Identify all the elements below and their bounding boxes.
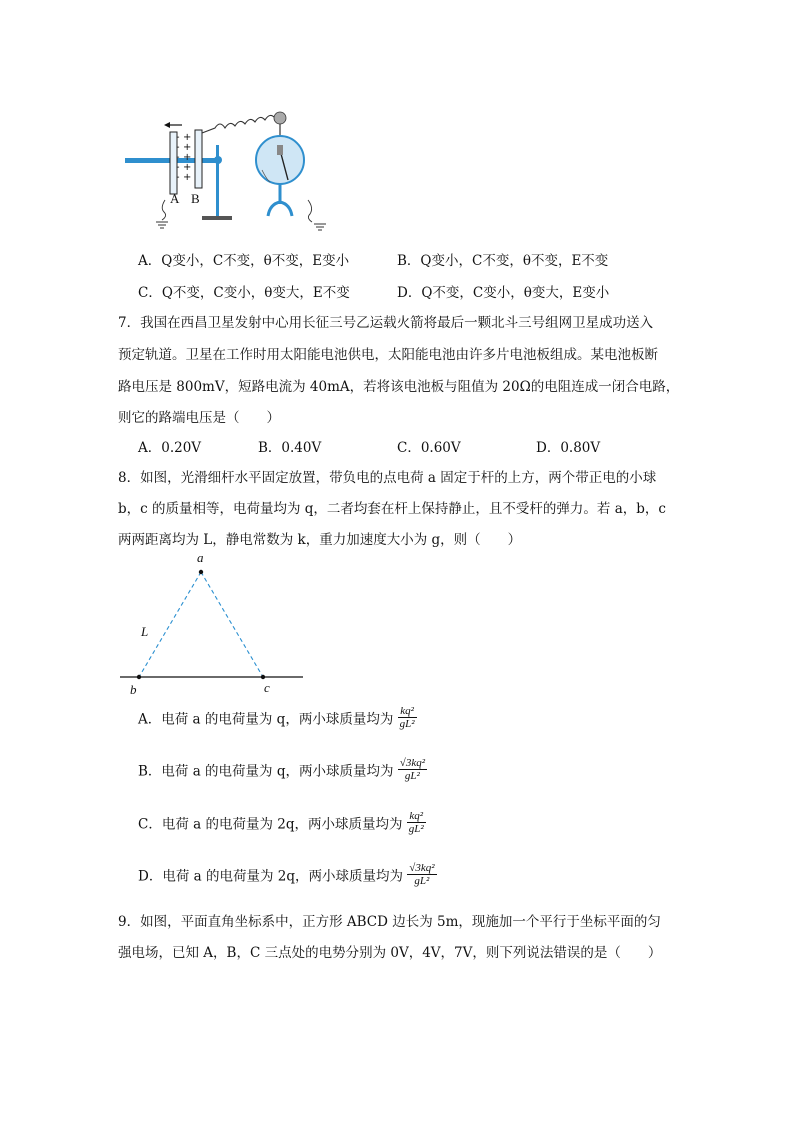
fraction: $\frac{\text{√3kq²}}{\text{gL²}}$: [409, 862, 435, 887]
q7-line-3: 路电压是 800mV，短路电流为 40mA，若将该电池板与阻值为 20Ω的电阻连成一闭合电路，: [118, 379, 680, 395]
label-b: b: [130, 682, 137, 697]
plate-label-a: A: [170, 191, 180, 206]
q8-line-3: 两两距离均为 L，静电常数为 k，重力加速度大小为 g，则（ ）: [118, 532, 522, 548]
plate-label-b: B: [191, 191, 200, 206]
q7-line-2: 预定轨道。卫星在工作时用太阳能电池供电，太阳能电池由许多片电池板组成。某电池板断: [118, 347, 658, 363]
arrow-left-icon: [164, 122, 170, 128]
q7-option-d: D．0.80V: [536, 440, 601, 456]
q9-line-2: 强电场，已知 A，B，C 三点处的电势分别为 0V，4V，7V，则下列说法错误的是（ ）: [118, 945, 662, 961]
electroscope-stand: [268, 202, 292, 216]
fraction: $\frac{\text{kq²}}{\text{gL²}}$: [399, 705, 415, 730]
electroscope-case: [256, 136, 304, 184]
dashed-side-ac: [201, 572, 263, 677]
q7-option-a: A．0.20V: [138, 440, 202, 456]
q7-line-4: 则它的路端电压是（ ）: [118, 410, 280, 426]
charge-a: [199, 570, 203, 574]
fraction: $\frac{\text{√3kq²}}{\text{gL²}}$: [399, 757, 425, 782]
q8-line-1: 8．如图，光滑细杆水平固定放置，带负电的点电荷 a 固定于杆的上方，两个带正电的小球: [118, 470, 657, 486]
dashed-side-ab: [139, 572, 201, 677]
q7-option-b: B．0.40V: [258, 440, 322, 456]
q8-line-2: b，c 的质量相等，电荷量均为 q，二者均套在杆上保持静止，且不受杆的弹力。若 a，b，c: [118, 501, 666, 517]
q6-option-d: D．Q不变，C变小，θ变大，E变小: [397, 285, 610, 301]
fraction: $\frac{\text{kq²}}{\text{gL²}}$: [408, 810, 424, 835]
label-c: c: [264, 680, 270, 695]
q6-option-a: A．Q变小，C不变，θ不变，E变小: [138, 253, 350, 269]
stand-clamp: [214, 156, 222, 164]
connecting-wire: [202, 115, 280, 133]
q8-option-c: C．电荷 a 的电荷量为 2q，两小球质量均为 $\frac{\text{kq²}}{\text{gL²}}$: [138, 810, 424, 835]
label-L: L: [141, 624, 149, 639]
stand-base: [202, 216, 232, 220]
plate-b: [195, 130, 202, 188]
q8-option-b: B．电荷 a 的电荷量为 q，两小球质量均为 $\frac{\text{√3kq²}}{\text{gL²}}$: [138, 757, 425, 782]
electroscope-knob: [274, 112, 286, 124]
q6-option-b: B．Q变小，C不变，θ不变，E不变: [397, 253, 609, 269]
label-a: a: [197, 550, 204, 565]
minus-signs: - - - - -: [176, 132, 180, 183]
q9-line-1: 9．如图，平面直角坐标系中，正方形 ABCD 边长为 5m，现施加一个平行于坐标平面的匀: [118, 914, 661, 930]
q8-option-d: D．电荷 a 的电荷量为 2q，两小球质量均为 $\frac{\text{√3kq²}}{\text{gL²}}$: [138, 862, 435, 887]
stand-pole: [216, 145, 219, 217]
plus-signs: + + + + +: [183, 132, 192, 183]
q6-option-c: C．Q不变，C变小，θ变大，E不变: [138, 285, 350, 301]
charge-b: [137, 675, 141, 679]
charge-c: [261, 675, 265, 679]
q7-option-c: C．0.60V: [397, 440, 461, 456]
capacitor-electroscope-figure: [120, 100, 340, 235]
q8-option-a: A．电荷 a 的电荷量为 q，两小球质量均为 $\frac{\text{kq²}}{\text{gL²}}$: [138, 705, 415, 730]
q7-line-1: 7．我国在西昌卫星发射中心用长征三号乙运载火箭将最后一颗北斗三号组网卫星成功送入: [118, 315, 654, 331]
